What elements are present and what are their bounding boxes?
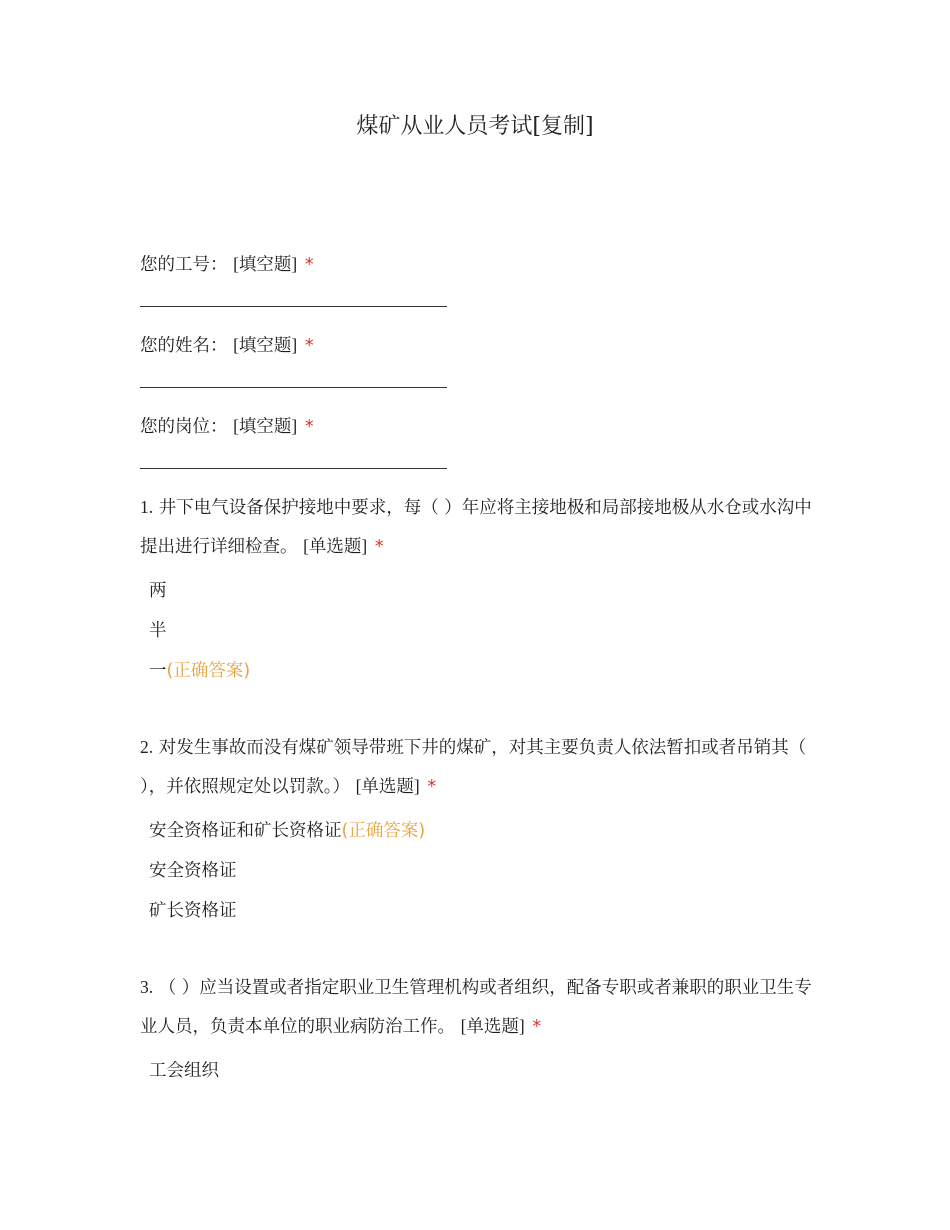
question-number: 2. [140,737,154,757]
option-q3-a[interactable] [149,1059,219,1083]
field-name [140,326,820,365]
question-2 [140,728,820,806]
option-q1-b[interactable] [149,619,167,643]
question-type-tag: [填空题] [233,254,298,274]
required-mark: * [374,537,384,557]
option-q1-c[interactable] [149,659,250,683]
correct-answer-note: (正确答案) [166,661,251,681]
option-q1-a[interactable] [149,579,167,603]
question-number: 3. [140,977,154,997]
option-label: 两 [149,581,167,601]
option-q2-c[interactable] [149,899,237,923]
position-input-line[interactable] [140,468,447,469]
required-mark: * [532,1017,542,1037]
question-type-tag: [填空题] [233,335,298,355]
page-title: 煤矿从业人员考试[复制] [356,114,594,139]
option-q2-b[interactable] [149,859,237,883]
option-label: 工会组织 [149,1061,219,1081]
option-label: 半 [149,621,167,641]
option-label: 矿长资格证 [149,901,237,921]
question-text: 对发生事故而没有煤矿领导带班下井的煤矿，对其主要负责人依法暂扣或者吊销其（ ），并依照规定处以罚款。） [140,738,807,797]
field-label: 您的岗位： [140,417,228,437]
required-mark: * [304,417,314,437]
field-employee-id [140,245,820,284]
name-input-line[interactable] [140,387,447,388]
field-label: 您的工号： [140,255,228,275]
question-type-tag: [填空题] [233,416,298,436]
employee-id-input-line[interactable] [140,306,447,307]
option-label: 一 [149,661,167,681]
field-position [140,407,820,446]
question-number: 1. [140,497,154,517]
question-3 [140,968,820,1046]
question-1 [140,488,820,566]
option-q2-a[interactable] [149,819,425,843]
required-mark: * [304,336,314,356]
question-text: （ ）应当设置或者指定职业卫生管理机构或者组织，配备专职或者兼职的职业卫生专业人员，负责本单位的职业病防治工作。 [140,978,812,1037]
question-text: 井下电气设备保护接地中要求，每（ ）年应将主接地极和局部接地极从水仓或水沟中提出进行详细检查。 [140,498,812,557]
field-label: 您的姓名： [140,336,228,356]
option-label: 安全资格证和矿长资格证 [149,821,342,841]
option-label: 安全资格证 [149,861,237,881]
question-type-tag: [单选题] [355,776,420,796]
required-mark: * [304,255,314,275]
question-type-tag: [单选题] [460,1016,525,1036]
correct-answer-note: (正确答案) [341,821,426,841]
required-mark: * [427,777,437,797]
question-type-tag: [单选题] [303,536,368,556]
